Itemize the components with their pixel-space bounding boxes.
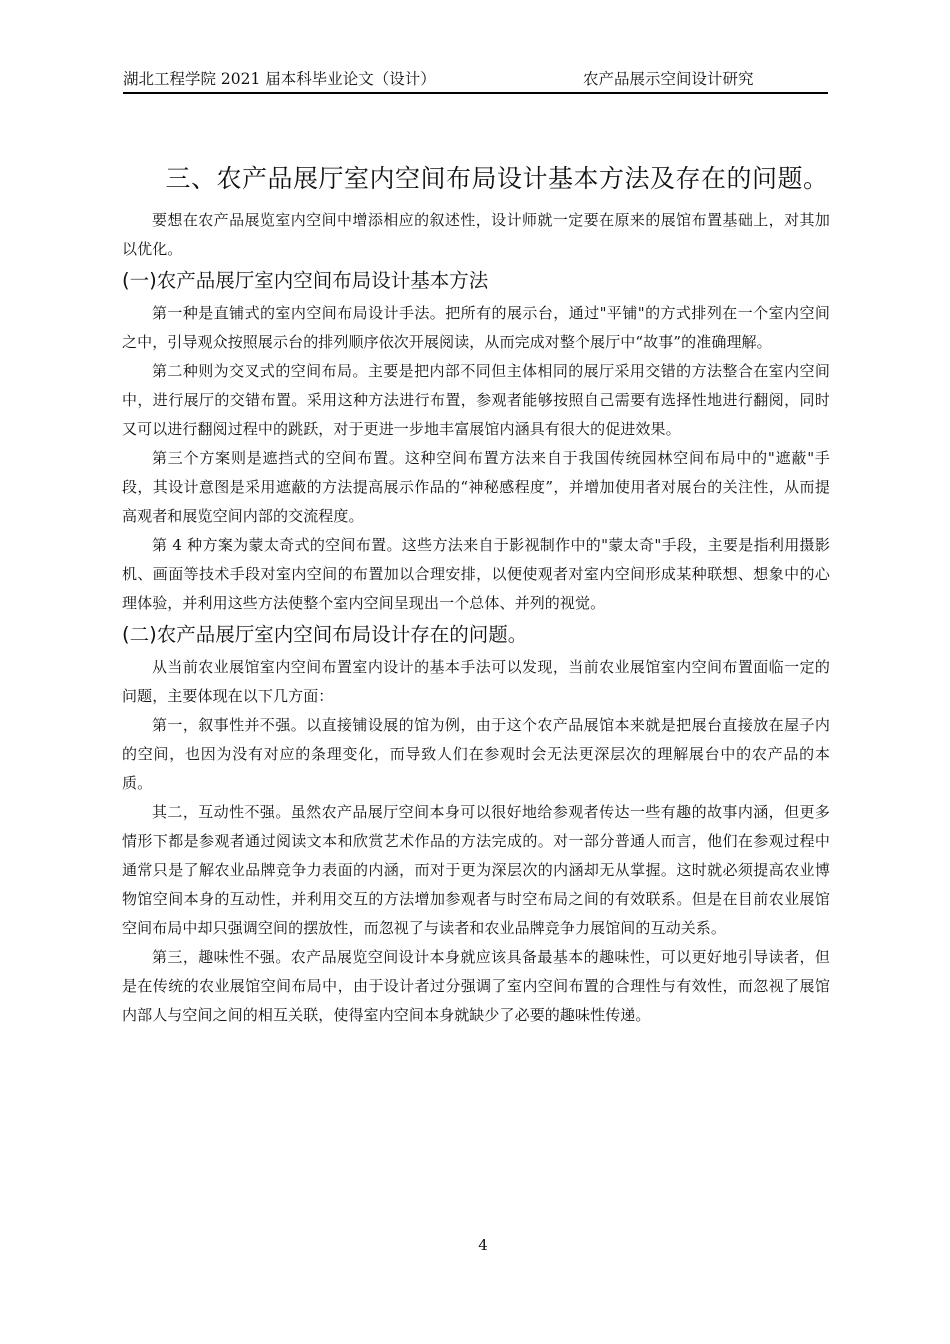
section-1-paragraph-4: 第 4 种方案为蒙太奇式的空间布置。这些方法来自于影视制作中的"蒙太奇"手段，主要是指利用摄影机、画面等技术手段对室内空间的布置加以合理安排，以便使观者对室内空间形成某种联想、想象中的心理体验，并利用这些方法使整个室内空间呈现出一个总体、并列的视觉。 xyxy=(122,536,830,612)
page-header xyxy=(123,66,828,94)
section-1-paragraph-1: 第一种是直铺式的室内空间布局设计手法。把所有的展示台，通过"平铺"的方式排列在一个室内空间之中，引导观众按照展示台的排列顺序依次开展阅读，从而完成对整个展厅中“故事”的准确理解。 xyxy=(122,304,830,351)
header-thesis-title: 农产品展示空间设计研究 xyxy=(583,70,754,88)
section-2-paragraph-1: 从当前农业展馆室内空间布置室内设计的基本手法可以发现，当前农业展馆室内空间布置面临一定的问题，主要体现在以下几方面： xyxy=(122,658,830,705)
section-1-paragraph-3: 第三个方案则是遮挡式的空间布置。这种空间布置方法来自于我国传统园林空间布局中的"遮蔽"手段，其设计意图是采用遮蔽的方法提高展示作品的“神秘感程度”，并增加使用者对展台的关注性，从而提高观者和展览空间内部的交流程度。 xyxy=(122,449,830,525)
chapter-title: 三、农产品展厅室内空间布局设计基本方法及存在的问题。 xyxy=(165,164,829,193)
intro-paragraph: 要想在农产品展览室内空间中增添相应的叙述性，设计师就一定要在原来的展馆布置基础上，对其加以优化。 xyxy=(122,211,830,258)
section-1-paragraph-2: 第二种则为交叉式的空间布局。主要是把内部不同但主体相同的展厅采用交错的方法整合在室内空间中，进行展厅的交错布置。采用这种方法进行布置，参观者能够按照自己需要有选择性地进行翻阅，同时又可以进行翻阅过程中的跳跃，对于更进一步地丰富展馆内涵具有很大的促进效果。 xyxy=(122,362,830,438)
section-2-paragraph-2: 第一，叙事性并不强。以直接铺设展的馆为例，由于这个农产品展馆本来就是把展台直接放在屋子内的空间，也因为没有对应的条理变化，而导致人们在参观时会无法更深层次的理解展台中的农产品的本质。 xyxy=(122,716,830,792)
document-body xyxy=(122,160,830,1030)
section-2-paragraph-3: 其二，互动性不强。虽然农产品展厅空间本身可以很好地给参观者传达一些有趣的故事内涵，但更多情形下都是参观者通过阅读文本和欣赏艺术作品的方法完成的。对一部分普通人而言，他们在参观过程中通常只是了解农业品牌竞争力表面的内涵，而对于更为深层次的内涵却无从掌握。这时就必须提高农业博物馆空间本身的互动性，并利用交互的方法增加参观者与时空布局之间的有效联系。但是在目前农业展馆空间布局中却只强调空间的摆放性，而忽视了与读者和农业品牌竞争力展馆间的互动关系。 xyxy=(122,803,830,937)
section-2-paragraph-4: 第三，趣味性不强。农产品展览空间设计本身就应该具备最基本的趣味性，可以更好地引导读者，但是在传统的农业展馆空间布局中，由于设计者过分强调了室内空间布置的合理性与有效性，而忽视了展馆内部人与空间之间的相互关联，使得室内空间本身就缺少了必要的趣味性传递。 xyxy=(122,948,830,1024)
page-number: 4 xyxy=(478,1236,488,1254)
section-1-title: (一)农产品展厅室内空间布局设计基本方法 xyxy=(122,269,489,292)
header-thesis-label: 湖北工程学院 2021 届本科毕业论文（设计） xyxy=(123,70,436,88)
section-2-title: (二)农产品展厅室内空间布局设计存在的问题。 xyxy=(122,623,528,646)
